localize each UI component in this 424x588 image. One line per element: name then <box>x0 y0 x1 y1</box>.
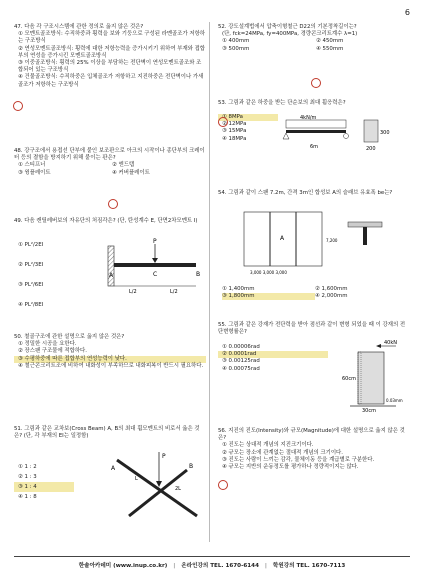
q54-composite-beam-figure <box>238 208 388 276</box>
answer-circle-q48 <box>108 199 118 209</box>
page-number: 6 <box>404 8 410 17</box>
q55-option-2: ② 0.0001rad <box>218 351 328 358</box>
q51-option-3: ③ 1 : 4 <box>14 482 74 492</box>
q53-label-h: 300 <box>380 130 390 136</box>
q49-label-P: P <box>153 238 157 245</box>
q51-option-4: ④ 1 : 8 <box>18 494 37 500</box>
q53-distributed-load <box>286 120 346 128</box>
q49-option-4-formula: PL²/8EI <box>24 302 44 309</box>
question-50 <box>14 334 206 420</box>
question-49 <box>14 218 206 328</box>
q51-label-B: B <box>189 463 194 470</box>
q50-option-4: ④ 철근콘크리트조에 비하여 내화성이 부족하므로 내화피복이 반드시 필요하다. <box>18 362 204 369</box>
q55-option-3: ③ 0.00125rad <box>222 358 260 365</box>
q49-label-B: B <box>196 271 201 278</box>
q53-option-3: ③ 15MPa <box>222 128 247 135</box>
q51-label-P: P <box>162 453 166 460</box>
question-53 <box>218 100 410 184</box>
q54-label-A: A <box>280 235 285 242</box>
q54-stem: 54. 그림과 같이 스팬 7.2m, 간격 3m인 합성보 A의 슬래브 유효폭 be는? <box>218 190 393 196</box>
q54-label-span: 7,200 <box>326 238 338 243</box>
q53-support-left <box>283 133 289 139</box>
q53-option-4: ④ 18MPa <box>222 135 247 142</box>
q49-fixed-support <box>108 246 114 286</box>
q54-option-1: ① 1,400mm <box>222 286 255 292</box>
question-51 <box>14 426 206 526</box>
q55-steel-block <box>358 352 384 404</box>
q55-option-4: ④ 0.00075rad <box>222 365 260 372</box>
q49-label-half1: L/2 <box>129 289 137 295</box>
q49-cantilever-figure <box>104 236 204 296</box>
q49-option-3-formula: PL²/6EI <box>24 282 44 289</box>
q50-option-2: ② 장스팬 구조물에 적합하다. <box>18 348 87 355</box>
q52-option-1: ① 400mm <box>222 38 250 45</box>
q51-label-L: L <box>135 476 138 482</box>
q53-option-1: ① 8MPa <box>218 114 278 121</box>
q49-beam <box>114 263 196 267</box>
q52-option-4: ④ 550mm <box>316 45 344 52</box>
q47-stem: 47. 다음 각 구조시스템에 관한 정의로 옳지 않은 것은? <box>14 24 144 30</box>
question-55 <box>218 322 410 422</box>
q49-option-1-formula: PL²/2EI <box>24 242 44 249</box>
question-54 <box>218 190 410 316</box>
q53-support-right <box>344 134 349 139</box>
answer-circle-q53 <box>218 117 228 127</box>
right-column <box>218 24 410 516</box>
q55-label-b: 30cm <box>362 408 376 414</box>
q56-option-1: ① 진도는 상대적 개념의 지진크기이다. <box>222 442 314 449</box>
q53-section <box>364 120 378 142</box>
q48-option-2: ② 엔드탭 <box>112 162 135 169</box>
q51-beam-A <box>117 460 197 516</box>
q55-label-load: 40kN <box>384 340 397 346</box>
q51-option-1: ① 1 : 2 <box>18 464 37 470</box>
answer-circle-q47 <box>13 101 23 111</box>
q51-label-2L: 2L <box>175 486 181 492</box>
q48-option-3: ③ 윙플레이트 <box>18 169 51 176</box>
q54-option-3: ③ 1,800mm <box>222 293 315 300</box>
q56-stem: 56. 지진의 진도(Intensity)와 규모(Magnitude)에 대한 설명으로 옳지 않은 것은? <box>218 428 405 442</box>
q55-option-1: ① 0.00006rad <box>222 344 260 350</box>
q53-simple-beam-figure <box>280 114 400 164</box>
q55-stem: 55. 그림과 같은 강재가 전단력을 받아 점선과 같이 변형 되었을 때 이 강재의 전단변형률은? <box>218 322 406 336</box>
q52-option-2: ② 450mm <box>316 38 344 45</box>
column-divider <box>209 22 210 542</box>
q49-option-3-num: ③ <box>18 282 23 289</box>
q47-option-3: ③ 이중골조방식: 횡력의 25% 이상을 부담하는 전단벽이 연성모멘트골조와 조합되어 있는 구조방식 <box>18 60 202 74</box>
q53-label-load: 4kN/m <box>300 115 317 121</box>
q56-option-3: ③ 진도는 사람이 느끼는 감각, 물체이동 등을 계급별로 구분한다. <box>222 456 375 463</box>
q54-label-dims: 3,000 3,000 3,000 <box>250 270 287 275</box>
footer-offline: 학원강의 TEL. 1670-7113 <box>272 563 346 569</box>
q51-label-A: A <box>111 465 116 472</box>
q53-beam <box>286 130 346 133</box>
q55-label-d: 0.03mm <box>386 398 403 403</box>
q50-option-3: ③ 수평하중에 따른 접합부의 연성능력이 낮다. <box>14 356 206 363</box>
q47-option-2: ② 연성모멘트골조방식: 횡력에 대한 저항능력을 증가시키기 위하여 부재와 접합부의 연성을 증가시킨 모멘트골조방식 <box>18 45 205 59</box>
q51-stem: 51. 그림과 같은 교차보(Cross Beam) A, B의 최대 휨모멘트의 비로서 옳은 것은? (단, 각 부재의 EI는 일정함) <box>14 426 200 440</box>
q52-condition: (단, fck=24MPa, fy=400MPa, 경량콘크리트계수 λ=1) <box>222 31 358 38</box>
q53-stem: 53. 그림과 같은 하중을 받는 단순보의 최대 휨응력은? <box>218 100 346 106</box>
q49-label-C: C <box>153 271 158 278</box>
q53-label-span: 6m <box>310 144 319 150</box>
q50-stem: 50. 철골구조에 관한 설명으로 옳지 않은 것은? <box>14 334 125 340</box>
answer-circle-q52 <box>311 78 321 88</box>
q56-option-4: ④ 규모는 지반의 운동정도를 평가하나 정량적이지는 않다. <box>222 464 359 471</box>
q47-option-1: ① 모멘트골조방식: 수직하중과 횡력을 보와 기둥으로 구성된 라멘골조가 저항하는 구조방식 <box>18 31 205 45</box>
q53-option-2: ② 12MPa <box>222 121 247 128</box>
q48-option-1: ① 스티프너 <box>18 162 46 169</box>
q51-option-2: ② 1 : 3 <box>18 474 37 480</box>
q49-option-2-formula: PL²/3EI <box>24 262 44 269</box>
q49-label-A: A <box>109 272 114 279</box>
q54-option-2: ② 1,600mm <box>315 286 348 292</box>
q48-option-4: ④ 커버플레이트 <box>112 169 150 176</box>
q55-shear-figure <box>336 338 408 418</box>
footer-online: 온라인강의 TEL. 1670-6144 <box>181 563 259 569</box>
q48-stem: 48. 강구조에서 용접선 단부에 붙인 보조판으로 아크의 시작이나 종단부의 크레이터 등의 결함을 방지하기 위해 붙이는 판은? <box>14 148 205 162</box>
q54-option-4: ④ 2,000mm <box>315 293 348 300</box>
q49-stem: 49. 다음 캔틸레버보의 자유단의 처짐각은? (단, 탄성계수 E, 단면2차모멘트 I) <box>14 218 198 224</box>
answer-circle-q56 <box>218 480 228 490</box>
q52-option-3: ③ 500mm <box>222 45 250 52</box>
footer-academy: 한솔아카데미 (www.inup.co.kr) <box>78 563 168 569</box>
q49-option-2-num: ② <box>18 262 23 269</box>
q51-cross-beam-figure <box>109 450 204 526</box>
left-column <box>14 24 206 532</box>
q55-label-h: 60cm <box>342 376 356 382</box>
q50-option-1: ① 정밀한 시공을 요한다. <box>18 341 77 348</box>
q49-option-1-num: ① <box>18 242 23 249</box>
q56-option-2: ② 규모는 장소에 관계없는 절대적 개념의 크기이다. <box>222 449 343 456</box>
question-47 <box>14 24 206 142</box>
footer: 한솔아카데미 (www.inup.co.kr) | 온라인강의 TEL. 1670-6144 | 학원강의 TEL. 1670-7113 <box>14 556 410 569</box>
q49-option-4-num: ④ <box>18 302 23 309</box>
q53-label-w: 200 <box>366 146 376 152</box>
question-56 <box>218 428 410 510</box>
q49-label-half2: L/2 <box>170 289 178 295</box>
q54-slab-section <box>348 222 382 227</box>
q47-option-4: ④ 건물골조방식: 수직하중은 입체골조가 저항하고 지진하중은 전단벽이나 가새골조가 저항하는 구조방식 <box>18 74 204 88</box>
q54-beam-section <box>363 227 367 245</box>
q52-stem: 52. 강도설계법에서 압축이형철근 D22의 기본정착길이는? <box>218 24 357 30</box>
